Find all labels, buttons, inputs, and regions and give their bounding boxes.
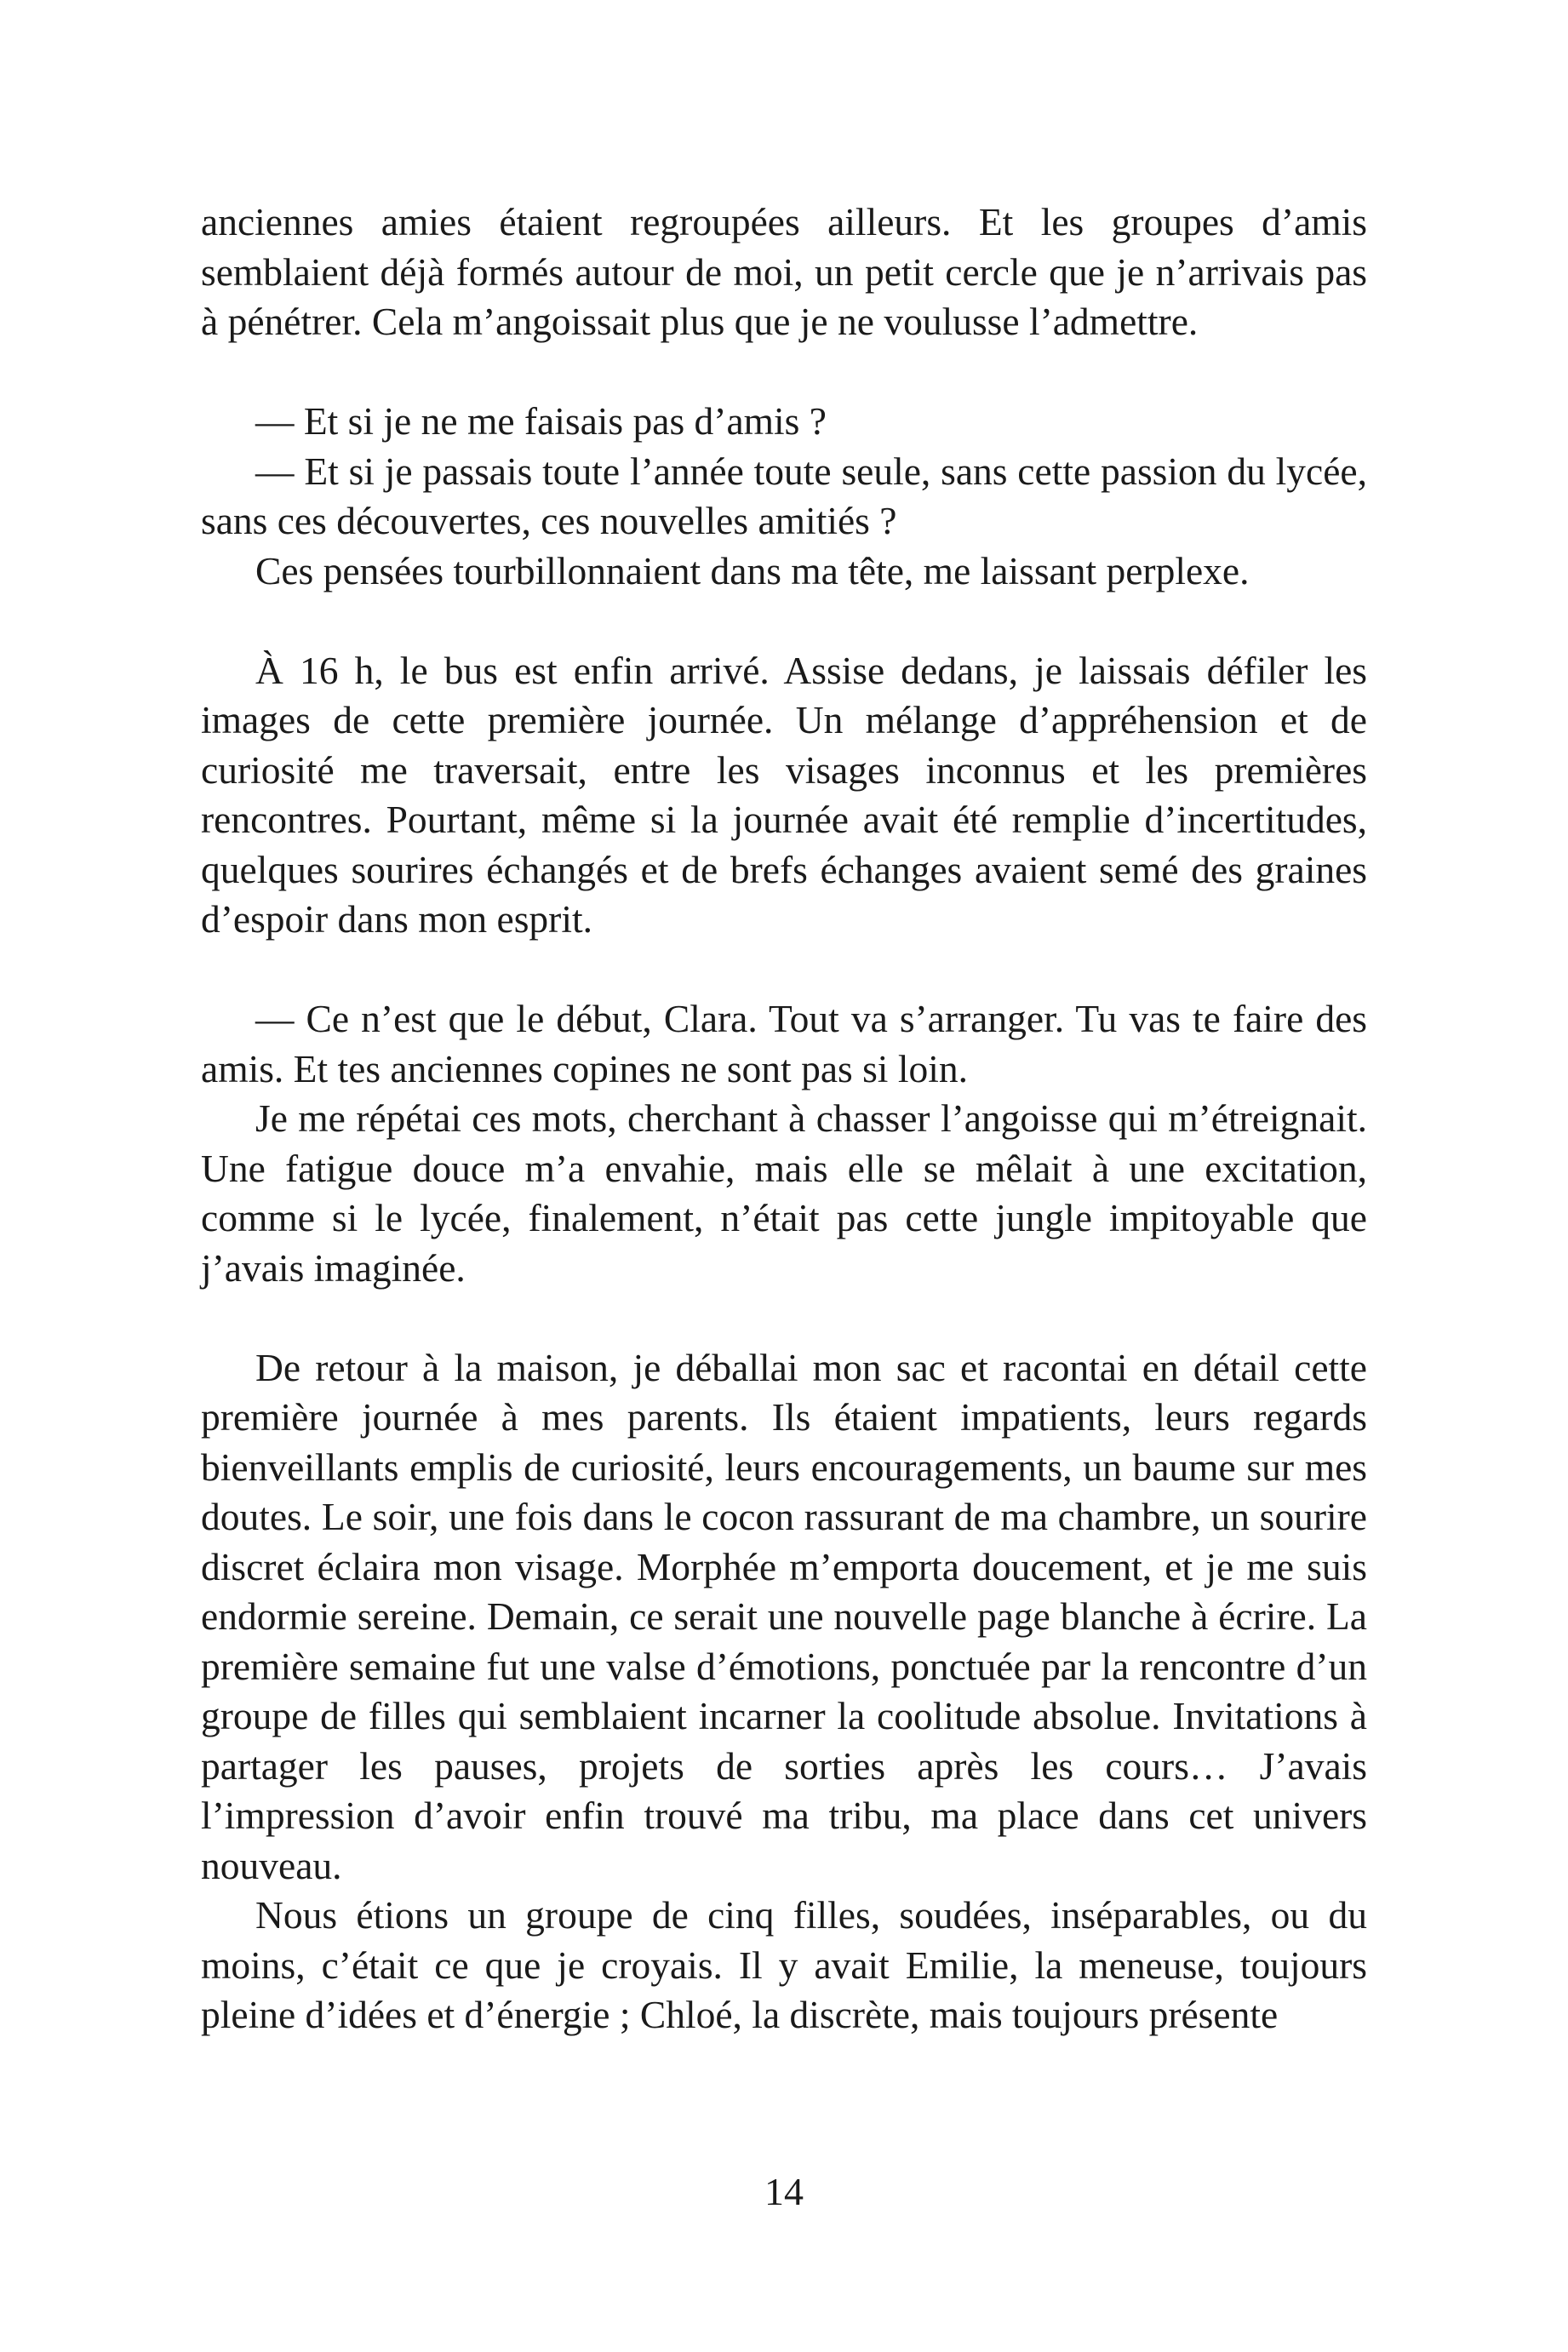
paragraph-home: De retour à la maison, je déballai mon sac et racontai en détail cette première journée à mes parents. Ils étaient impatients, leurs regards bienveillants emplis de curiosité, leurs encouragements, un baume sur mes doutes. Le soir, une fois dans le cocon rassurant de ma chambre, un sourire discret éclaira mon visage. Morphée m’emporta doucement, et je me suis endormie sereine. Demain, ce serait une nouvelle page blanche à écrire. La première semaine fut une valse d’émotions, ponctuée par la rencontre d’un groupe de filles qui semblaient incarner la coolitude absolue. Invitations à partager les pauses, projets de sorties après les cours… J’avais l’impression d’avoir enfin trouvé ma tribu, ma place dans cet univers nouveau.: [201, 1345, 1367, 1887]
page-number: 14: [764, 2170, 804, 2213]
dialogue-line-3: — Ce n’est que le début, Clara. Tout va s’arranger. Tu vas te faire des amis. Et tes anciennes copines ne sont pas si loin.: [201, 997, 1367, 1090]
paragraph-bus: À 16 h, le bus est enfin arrivé. Assise dedans, je laissais défiler les images de cette première journée. Un mélange d’appréhension et de curiosité me traversait, entre les visages inconnus et les premières rencontres. Pourtant, même si la journée avait été remplie d’incertitudes, quelques sourires échangés et de brefs échanges avaient semé des graines d’espoir dans mon esprit.: [201, 648, 1367, 941]
paragraph-gap: [201, 347, 1367, 398]
paragraph-thoughts: Ces pensées tourbillonnaient dans ma tête, me laissant perplexe.: [255, 548, 1250, 592]
paragraph-group: Nous étions un groupe de cinq filles, soudées, inséparables, ou du moins, c’était ce que je croyais. Il y avait Emilie, la meneuse, toujours pleine d’idées et d’énergie ; Chloé, la discrète, mais toujours présente: [201, 1893, 1367, 2036]
paragraph-repeat: Je me répétai ces mots, cherchant à chasser l’angoisse qui m’étreignait. Une fatigue douce m’a envahie, mais elle se mêlait à une excitation, comme si le lycée, finalement, n’était pas cette jungle impitoyable que j’avais imaginée.: [201, 1096, 1367, 1290]
dialogue-line-1: — Et si je ne me faisais pas d’amis ?: [255, 399, 827, 443]
body-text: [201, 197, 1367, 2040]
dialogue-line-2: — Et si je passais toute l’année toute seule, sans cette passion du lycée, sans ces découvertes, ces nouvelles amitiés ?: [201, 449, 1367, 542]
paragraph-gap: [201, 1293, 1367, 1343]
paragraph-gap: [201, 945, 1367, 995]
paragraph-continuation: anciennes amies étaient regroupées ailleurs. Et les groupes d’amis semblaient déjà formés autour de moi, un petit cercle que je n’arrivais pas à pénétrer. Cela m’angoissait plus que je ne voulusse l’admettre.: [201, 200, 1367, 343]
paragraph-gap: [201, 596, 1367, 646]
